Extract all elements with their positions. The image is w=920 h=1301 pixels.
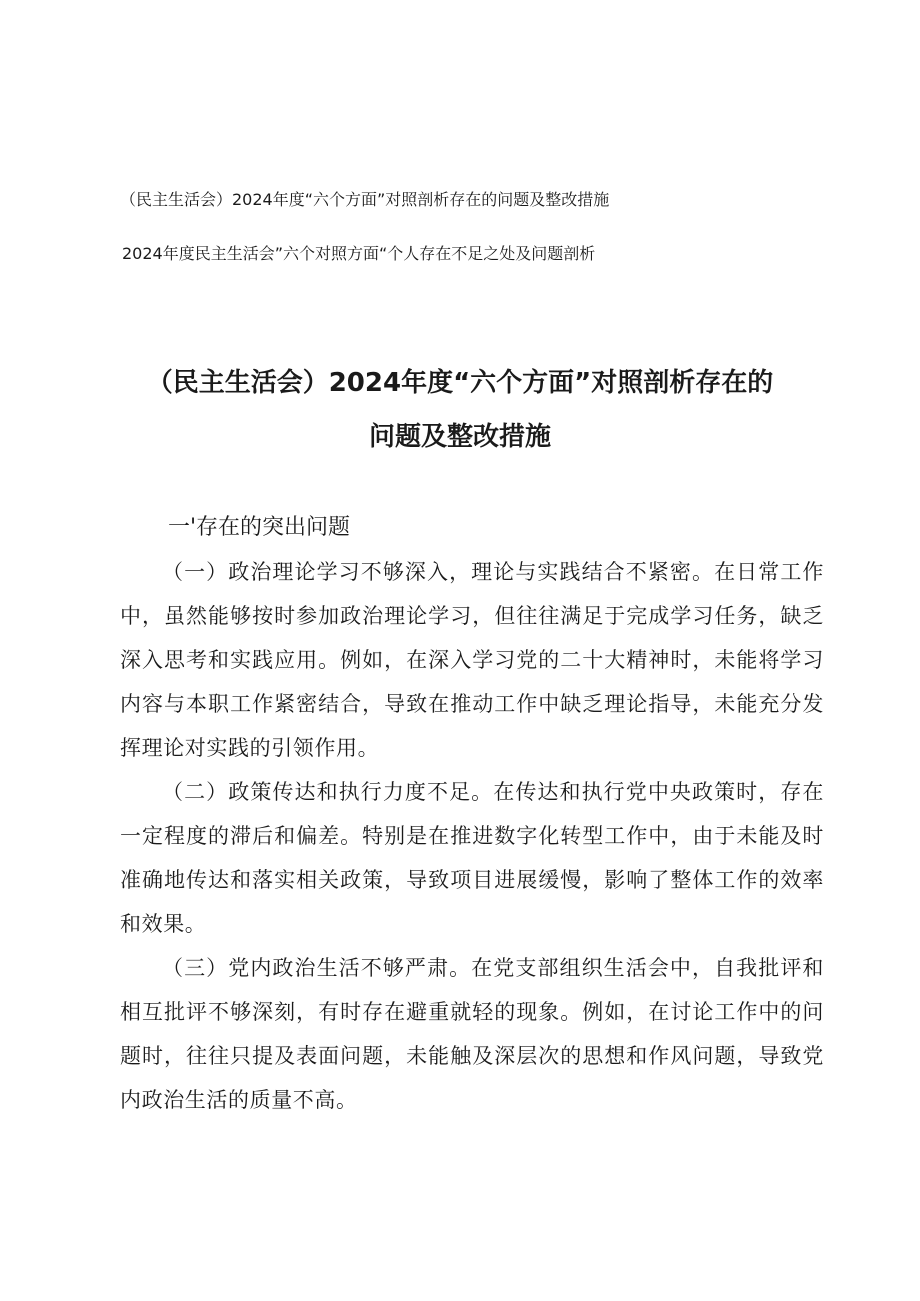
body-paragraph-1: （一）政治理论学习不够深入，理论与实践结合不紧密。在日常工作中，虽然能够按时参加政治理论学习，但往往满足于完成学习任务，缺乏深入思考和实践应用。例如，在深入学习党的二十大精神时，未能将学习内容与本职工作紧密结合，导致在推动工作中缺乏理论指导，未能充分发挥理论对实践的引领作用。 (120, 560, 824, 760)
toc-entry-1: （民主生活会）2024年度“六个方面”对照剖析存在的问题及整改措施 (120, 190, 610, 209)
body-paragraph-2: （二）政策传达和执行力度不足。在传达和执行党中央政策时，存在一定程度的滞后和偏差。特别是在推进数字化转型工作中，由于未能及时准确地传达和落实相关政策，导致项目进展缓慢，影响了整体工作的效率和效果。 (120, 780, 824, 936)
toc-entry-2: 2024年度民主生活会”六个对照方面“个人存在不足之处及问题剖析 (122, 244, 596, 263)
document-title-line-1: （民主生活会）2024年度“六个方面”对照剖析存在的 (146, 368, 774, 398)
body-paragraph-3: （三）党内政治生活不够严肃。在党支部组织生活会中，自我批评和相互批评不够深刻，有时存在避重就轻的现象。例如，在讨论工作中的问题时，往往只提及表面问题，未能触及深层次的思想和作风问题，导致党内政治生活的质量不高。 (120, 956, 824, 1112)
section-heading: 一'存在的突出问题 (168, 515, 351, 540)
document-title-line-2: 问题及整改措施 (368, 422, 551, 452)
